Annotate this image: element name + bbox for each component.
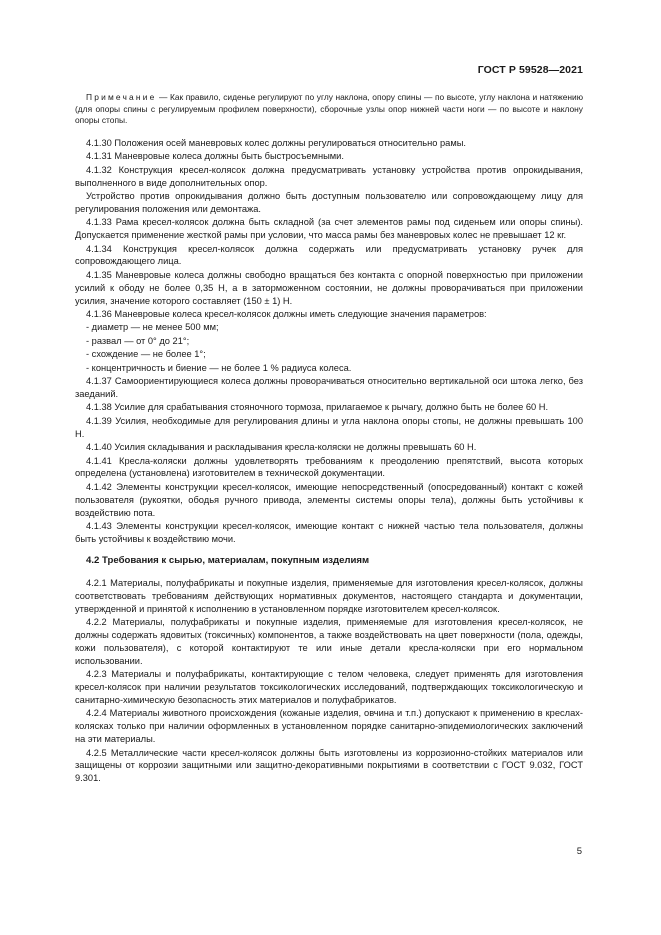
- paragraphs-section-4-1: [75, 137, 583, 546]
- note-paragraph: [75, 92, 583, 127]
- paragraph: 4.1.34 Конструкция кресел-колясок должна содержать или предусматривать установку ручек для сопровождающего лица.: [75, 243, 583, 267]
- paragraph: 4.1.31 Маневровые колеса должны быть быстросъемными.: [86, 151, 344, 162]
- paragraph: 4.1.32 Конструкция кресел-колясок должна предусматривать установку устройства против опрокидывания, выполненного в виде дополнительных опор.: [75, 164, 583, 188]
- paragraph: Устройство против опрокидывания должно быть доступным пользователю или сопровождающему лицу для регулирования положения или демонтажа.: [75, 190, 583, 214]
- list-item: - диаметр — не менее 500 мм;: [86, 322, 219, 333]
- paragraph: 4.2.2 Материалы, полуфабрикаты и покупные изделия, применяемые для изготовления кресел-колясок, не должны содержать ядовитых (токсичных) компонентов, а также воздействовать на цвет поверхности (пола, одежды, кожи пользователя), с которой контактируют те или иные детали кресла-коляски при его нормальном использовании.: [75, 617, 583, 666]
- note-text: — Как правило, сиденье регулируют по углу наклона, опору спины — по высоте, углу наклона и натяжению (для опоры спины с регулируемым профилем поверхности), сборочные узлы опор нижней части ноги — по высоте и наклону опоры стопы.: [75, 92, 583, 126]
- document-code: ГОСТ Р 59528—2021: [477, 64, 583, 76]
- list-item: - концентричность и биение — не более 1 % радиуса колеса.: [86, 362, 352, 373]
- paragraph: 4.1.39 Усилия, необходимые для регулирования длины и угла наклона опоры стопы, не должны превышать 100 Н.: [75, 415, 583, 439]
- paragraph: 4.1.43 Элементы конструкции кресел-колясок, имеющие контакт с нижней частью тела пользователя, должны быть устойчивы к воздействию мочи.: [75, 521, 583, 544]
- paragraph: 4.1.33 Рама кресел-колясок должна быть складной (за счет элементов рамы под сиденьем или опоры спины). Допускается применение жесткой рамы при условии, что масса рамы без маневровых колес не превышает 12 кг.: [75, 217, 583, 241]
- paragraph: 4.2.5 Металлические части кресел-колясок должны быть изготовлены из коррозионно-стойких материалов или защищены от коррозии защитными или защитно-декоративными покрытиями в соответствии с ГОСТ 9.032, ГОСТ 9.301.: [75, 747, 583, 784]
- paragraph: 4.1.35 Маневровые колеса должны свободно вращаться без контакта с опорной поверхностью при приложении усилий к ободу не более 0,35 Н, а в заторможенном состоянии, не должны проворачиваться при приложении усилия, значение которого составляет (150 ± 1) Н.: [75, 269, 583, 306]
- list-item: - развал — от 0° до 21°;: [86, 335, 190, 346]
- paragraph: 4.1.38 Усилие для срабатывания стояночного тормоза, прилагаемое к рычагу, должно быть не более 60 Н.: [86, 402, 549, 413]
- paragraph: 4.1.40 Усилия складывания и раскладывания кресла-коляски не должны превышать 60 Н.: [86, 442, 477, 453]
- paragraphs-section-4-2: [75, 577, 583, 786]
- section-heading: 4.2 Требования к сырью, материалам, покупным изделиям: [86, 554, 370, 566]
- paragraph: 4.1.41 Кресла-коляски должны удовлетворять требованиям к преодолению препятствий, высота которых определена (установлена) изготовителем в технической документации.: [75, 455, 583, 479]
- paragraph: 4.2.1 Материалы, полуфабрикаты и покупные изделия, применяемые для изготовления кресел-колясок, должны соответствовать требованиям действующих нормативных документов, настоящего стандарта и документации, утвержденной и принятой к исполнению в установленном порядке изготовителем кресел-колясок.: [75, 577, 583, 614]
- paragraph: 4.2.3 Материалы и полуфабрикаты, контактирующие с телом человека, следует применять для изготовления кресел-колясок при наличии результатов токсикологических исследований, подтверждающих токсикологическую и санитарно-химическую безопасность этих материалов и полуфабрикатов.: [75, 669, 583, 705]
- paragraph: 4.1.37 Самоориентирующиеся колеса должны проворачиваться относительно вертикальной оси штока легко, без заеданий.: [75, 376, 583, 399]
- paragraph: 4.1.42 Элементы конструкции кресел-колясок, имеющие непосредственный (опосредованный) контакт с кожей пользователя (рукоятки, ободья ручного привода, элементы системы опоры тела), должны быть устойчивы к воздействию пота.: [75, 481, 583, 518]
- paragraph: 4.1.30 Положения осей маневровых колес должны регулироваться относительно рамы.: [86, 137, 467, 148]
- page-number: 5: [576, 846, 582, 857]
- list-item: - схождение — не более 1°;: [86, 349, 206, 360]
- note-label: Примечание: [86, 92, 157, 102]
- paragraph: 4.1.36 Маневровые колеса кресел-колясок должны иметь следующие значения параметров:: [86, 309, 487, 320]
- page-content: [75, 92, 583, 786]
- paragraph: 4.2.4 Материалы животного происхождения (кожаные изделия, овчина и т.п.) допускают к применению в креслах-колясках только при наличии оформленных в установленном порядке санитарно-эпидемиологических заключений на эти материалы.: [75, 708, 583, 745]
